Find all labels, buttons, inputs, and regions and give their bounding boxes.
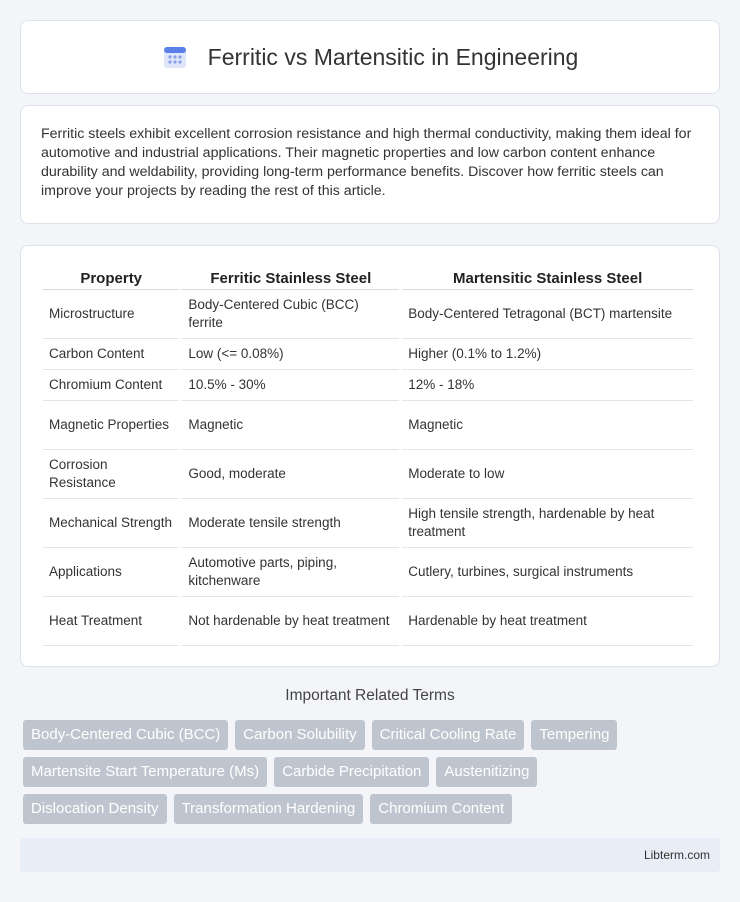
table-cell: Moderate to low <box>402 450 693 499</box>
related-terms-list <box>23 720 723 831</box>
tag-tempering[interactable]: Tempering <box>531 720 617 750</box>
comparison-card <box>20 245 720 667</box>
table-row <box>43 597 693 646</box>
tag-bcc[interactable]: Body-Centered Cubic (BCC) <box>23 720 228 750</box>
table-cell: Low (<= 0.08%) <box>182 339 399 370</box>
table-row <box>43 370 693 401</box>
table-cell: Microstructure <box>43 290 179 339</box>
intro-card <box>20 105 720 224</box>
table-cell: Chromium Content <box>43 370 179 401</box>
tag-critical-cooling-rate[interactable]: Critical Cooling Rate <box>372 720 525 750</box>
footer <box>20 838 720 872</box>
table-cell: High tensile strength, hardenable by heat treatment <box>402 499 693 548</box>
table-cell: Body-Centered Tetragonal (BCT) martensite <box>402 290 693 339</box>
table-cell: Applications <box>43 548 179 597</box>
footer-link[interactable]: Libterm.com <box>643 848 710 862</box>
header-martensitic: Martensitic Stainless Steel <box>402 262 693 290</box>
table-cell: Cutlery, turbines, surgical instruments <box>402 548 693 597</box>
table-row <box>43 499 693 548</box>
table-cell: Magnetic Properties <box>43 401 179 450</box>
comparison-table <box>40 262 696 646</box>
tag-dislocation-density[interactable]: Dislocation Density <box>23 794 167 824</box>
header-ferritic: Ferritic Stainless Steel <box>182 262 399 290</box>
tag-austenitizing[interactable]: Austenitizing <box>436 757 537 787</box>
page-title: Ferritic vs Martensitic in Engineering <box>207 43 579 70</box>
header-property: Property <box>43 262 179 290</box>
tag-chromium-content[interactable]: Chromium Content <box>370 794 512 824</box>
table-cell: Carbon Content <box>43 339 179 370</box>
table-cell: Automotive parts, piping, kitchenware <box>182 548 399 597</box>
table-row <box>43 290 693 339</box>
table-cell: Not hardenable by heat treatment <box>182 597 399 646</box>
tag-carbon-solubility[interactable]: Carbon Solubility <box>235 720 364 750</box>
table-cell: Corrosion Resistance <box>43 450 179 499</box>
table-cell: Magnetic <box>402 401 693 450</box>
tag-carbide-precipitation[interactable]: Carbide Precipitation <box>274 757 429 787</box>
table-cell: Heat Treatment <box>43 597 179 646</box>
intro-text: Ferritic steels exhibit excellent corrosion resistance and high thermal conductivity, making them ideal for automotive and industrial applications. Their magnetic properties and low carbon content enhance durability and weldability, providing long-term performance benefits. Discover how ferritic steels can improve your projects by reading the rest of this article. <box>41 126 692 199</box>
table-cell: Higher (0.1% to 1.2%) <box>402 339 693 370</box>
table-cell: Good, moderate <box>182 450 399 499</box>
table-cell: Moderate tensile strength <box>182 499 399 548</box>
title-card <box>20 20 720 94</box>
table-cell: Body-Centered Cubic (BCC) ferrite <box>182 290 399 339</box>
tag-martensite-start-temperature[interactable]: Martensite Start Temperature (Ms) <box>23 757 267 787</box>
table-row <box>43 339 693 370</box>
table-row <box>43 401 693 450</box>
table-cell: Mechanical Strength <box>43 499 179 548</box>
related-terms-title: Important Related Terms <box>285 687 455 704</box>
table-cell: Hardenable by heat treatment <box>402 597 693 646</box>
table-cell: 10.5% - 30% <box>182 370 399 401</box>
tag-transformation-hardening[interactable]: Transformation Hardening <box>174 794 364 824</box>
table-row <box>43 548 693 597</box>
table-cell: Magnetic <box>182 401 399 450</box>
calendar-grid-icon <box>162 44 188 70</box>
table-cell: 12% - 18% <box>402 370 693 401</box>
table-row <box>43 450 693 499</box>
